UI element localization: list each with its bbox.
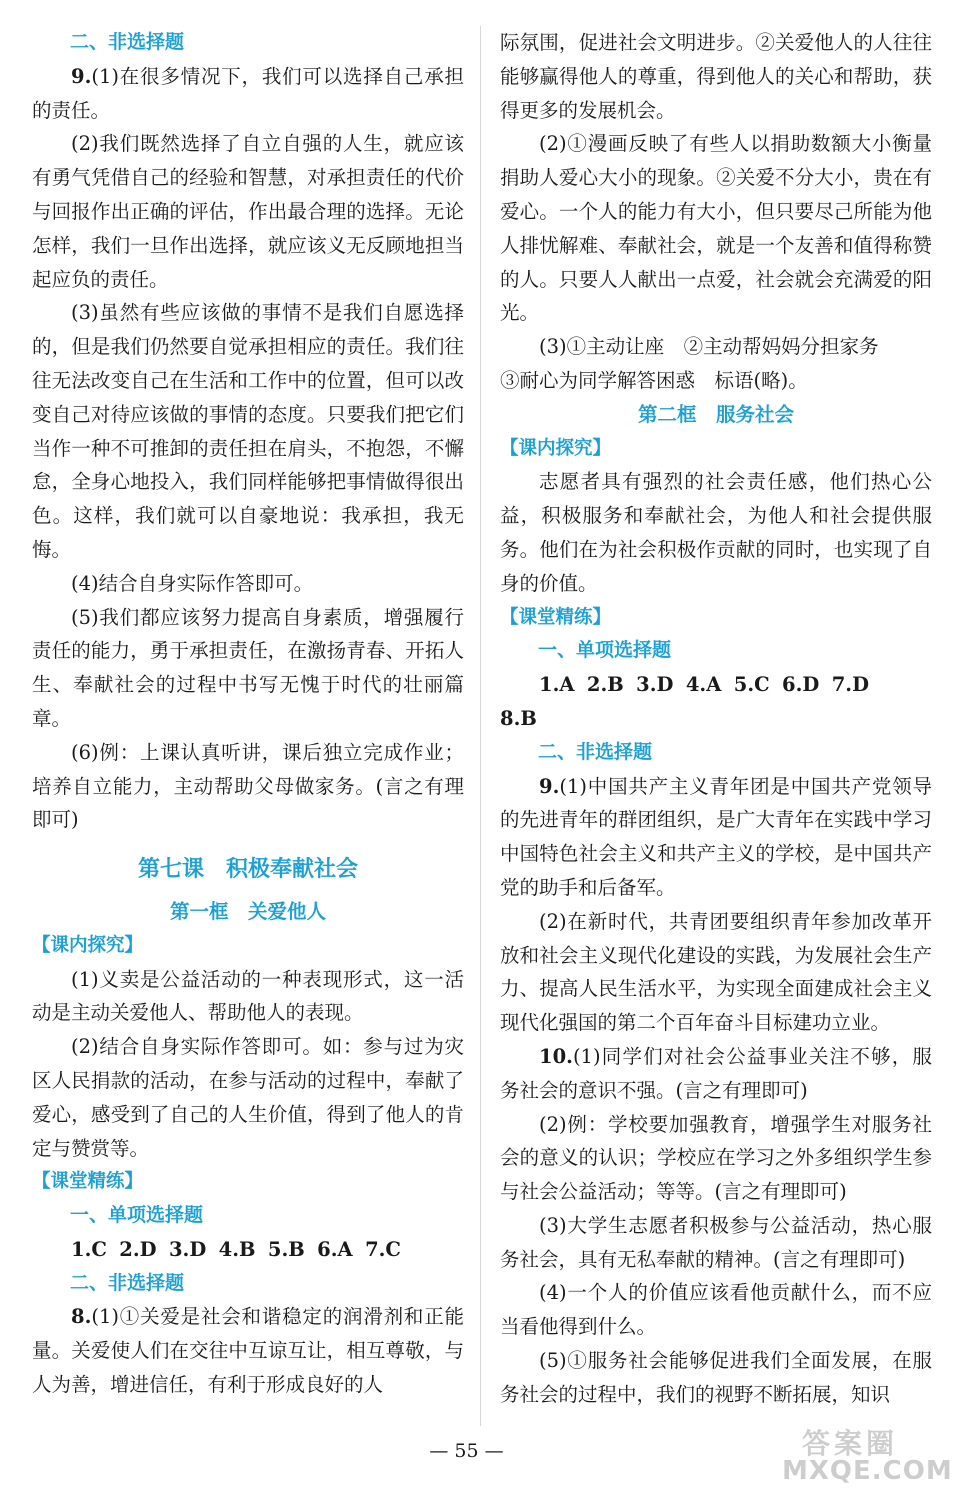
watermark-site-text: MXQE.COM [782, 1456, 953, 1486]
frame-2-title: 第二框 服务社会 [637, 402, 794, 426]
question-9-part-4: (4)结合自身实际作答即可。 [71, 571, 314, 595]
answer-item: 8.B [500, 706, 537, 730]
explore-answer-1: (1)义卖是公益活动的一种表现形式，这一活动是主动关爱他人、帮助他人的表现。 [32, 967, 464, 1025]
section-heading-nonchoice: 二、非选择题 [70, 31, 185, 53]
answer-item: 6.A [317, 1237, 353, 1261]
column-divider [480, 26, 481, 1426]
watermark-logo [780, 1420, 953, 1488]
question-number: 8. [71, 1305, 92, 1329]
question-10-part-1: 10.(1)同学们对社会公益事业关注不够，服务社会的意识不强。(言之有理即可) [500, 1044, 932, 1102]
question-8-part-1-continued: 际氛围，促进社会文明进步。②关爱他人的人往往能够赢得他人的尊重，得到他人的关心和帮助，获得更多的发展机会。 [500, 31, 932, 122]
answer-item: 2.B [586, 673, 624, 697]
explore-answer-2: (2)结合自身实际作答即可。如：参与过为灾区人民捐款的活动，在参与活动的过程中，奉献了爱心，感受到了自己的人生价值，得到了他人的肯定与赞赏等。 [32, 1035, 464, 1160]
question-10-part-5: (5)①服务社会能够促进我们全面发展，在服务社会的过程中，我们的视野不断拓展，知识 [500, 1349, 932, 1406]
question-9-part-1: 9.(1)在很多情况下，我们可以选择自己承担的责任。 [32, 64, 464, 122]
single-choice-answers [32, 1233, 464, 1267]
frame-1-title: 第一框 关爱他人 [169, 899, 326, 923]
answer-item: 4.B [218, 1237, 256, 1261]
question-8-part-3b: ③耐心为同学解答困惑 标语(略)。 [500, 368, 808, 392]
single-choice-answers [500, 668, 932, 702]
question-10-part-2: (2)例：学校要加强教育，增强学生对服务社会的意义的认识；学校应在学习之外多组织学生参与社会公益活动；等等。(言之有理即可) [500, 1112, 932, 1204]
watermark-icon: 答案圈 [801, 1427, 898, 1460]
section-heading-single-choice: 一、单项选择题 [538, 639, 672, 662]
lesson-title: 第七课 积极奉献社会 [137, 857, 358, 883]
question-number: 9. [71, 64, 92, 88]
answer-item: 3.D [636, 673, 674, 697]
section-heading-nonchoice: 二、非选择题 [538, 740, 653, 763]
answer-item: 1.A [539, 673, 575, 697]
question-number: 9. [539, 774, 560, 798]
left-column [32, 26, 464, 1402]
answer-item: 2.D [119, 1237, 157, 1261]
answer-item: 5.C [733, 673, 770, 697]
question-8-part-3a: (3)①主动让座 ②主动帮妈妈分担家务 [539, 335, 879, 359]
question-9-part-2: (2)在新时代，共青团要组织青年参加改革开放和社会主义现代化建设的实践，为发展社会生产力、提高人民生活水平，为实现全面建成社会主义现代化强国的第二个百年奋斗目标建功立业。 [500, 909, 932, 1035]
answer-item: 6.D [782, 673, 820, 697]
answer-item: 3.D [168, 1237, 207, 1261]
right-column [500, 26, 932, 1412]
question-8-part-1: 8.(1)①关爱是社会和谐稳定的润滑剂和正能量。关爱使人们在交往中互谅互让，相互尊敬，与人为善，增进信任，有利于形成良好的人 [32, 1305, 464, 1397]
tag-in-class-explore: 【课内探究】 [32, 934, 144, 956]
question-10-part-3: (3)大学生志愿者积极参与公益活动，热心服务社会，具有无私奉献的精神。(言之有理即可) [500, 1213, 932, 1271]
answer-item: 4.A [685, 673, 722, 697]
answer-item: 1.C [71, 1237, 107, 1261]
explore-answer: 志愿者具有强烈的社会责任感，他们热心公益，积极服务和奉献社会，为他人和社会提供服务。他们在为社会积极作贡献的同时，也实现了自身的价值。 [500, 470, 932, 595]
section-heading-single-choice: 一、单项选择题 [70, 1204, 204, 1227]
section-heading-nonchoice-2: 二、非选择题 [70, 1271, 185, 1294]
tag-class-practice: 【课堂精练】 [500, 606, 612, 628]
answer-item: 7.D [831, 673, 870, 697]
question-9-part-6: (6)例：上课认真听讲，课后独立完成作业；培养自立能力，主动帮助父母做家务。(言之有理即可) [32, 740, 464, 832]
question-number: 10. [539, 1044, 573, 1068]
page-number: — 55 — [429, 1440, 504, 1462]
question-8-part-2: (2)①漫画反映了有些人以捐助数额大小衡量捐助人爱心大小的现象。②关爱不分大小，贵在有爱心。一个人的能力有大小，但只要尽己所能为他人排忧解难、奉献社会，就是一个友善和值得称赞的人。只要人人献出一点爱，社会就会充满爱的阳光。 [500, 132, 932, 325]
answer-item: 7.C [365, 1237, 401, 1261]
answer-item: 5.B [267, 1237, 305, 1261]
question-9-part-3: (3)虽然有些应该做的事情不是我们自愿选择的，但是我们仍然要自觉承担相应的责任。我们往往无法改变自己在生活和工作中的位置，但可以改变自己对待应该做的事情的态度。只要我们把它们当作一种不可推卸的责任担在肩头，不抱怨，不懈怠，全身心地投入，我们同样能够把事情做得很出色。这样，我们就可以自豪地说：我承担，我无悔。 [32, 301, 464, 561]
question-10-part-4: (4)一个人的价值应该看他贡献什么，而不应当看他得到什么。 [500, 1281, 932, 1339]
tag-in-class-explore: 【课内探究】 [500, 437, 612, 459]
question-9-part-5: (5)我们都应该努力提高自身素质，增强履行责任的能力，勇于承担责任，在激扬青春、开拓人生、奉献社会的过程中书写无愧于时代的壮丽篇章。 [32, 605, 464, 730]
question-9-part-2: (2)我们既然选择了自立自强的人生，就应该有勇气凭借自己的经验和智慧，对承担责任的代价与回报作出正确的评估，作出最合理的选择。无论怎样，我们一旦作出选择，就应该义无反顾地担当起应负的责任。 [32, 132, 464, 291]
question-9-part-1: 9.(1)中国共产主义青年团是中国共产党领导的先进青年的群团组织，是广大青年在实践中学习中国特色社会主义和共产主义的学校，是中国共产党的助手和后备军。 [500, 774, 932, 899]
single-choice-answers-continued [500, 702, 932, 736]
tag-class-practice: 【课堂精练】 [32, 1171, 144, 1193]
